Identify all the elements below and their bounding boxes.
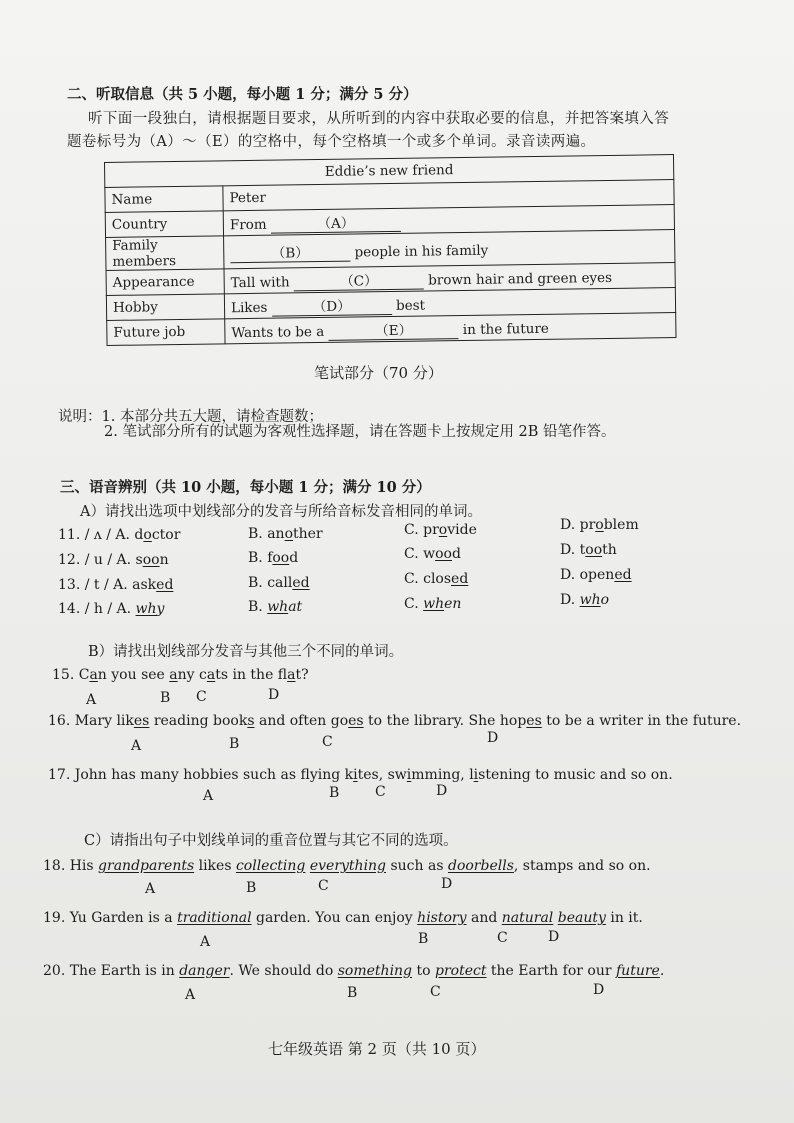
q19-text: garden. You can enjoy	[251, 910, 418, 926]
row-label: Appearance	[106, 269, 224, 296]
q11-a-underlined: o	[143, 527, 152, 543]
q11-c-text: vide	[447, 522, 477, 538]
question-18	[43, 858, 651, 874]
part-c-instruction: C）请指出句子中划线单词的重音位置与其它不同的选项。	[84, 833, 458, 849]
q20-text: .	[659, 963, 665, 979]
q15-label-a: A	[86, 692, 97, 708]
q14-d-underlined: wh	[579, 592, 601, 608]
q18-text: likes	[194, 858, 236, 874]
q19-text: in it.	[605, 910, 643, 926]
q19-underlined: natural	[501, 910, 554, 926]
q18-text: such as	[386, 858, 448, 874]
q20-text: . We should do	[229, 963, 338, 979]
q11-c-underlined: o	[438, 522, 448, 538]
row-label: Name	[105, 186, 223, 213]
q14-c-text: en	[444, 596, 462, 612]
q14-b-text: B.	[248, 599, 268, 615]
q19-text: 19. Yu Garden is a	[43, 910, 178, 926]
q14-option-c	[404, 596, 461, 612]
q14-d-text: o	[600, 592, 610, 608]
row-label: Family members	[106, 236, 224, 271]
q15-label-c: C	[196, 689, 207, 705]
row-suffix: best	[395, 297, 426, 314]
q14-c-underlined: wh	[423, 596, 445, 612]
q12-option-b	[248, 550, 298, 566]
section3-title: 三、语音辨别（共 10 小题，每小题 1 分；满分 10 分）	[60, 479, 431, 496]
answer-blank-d: （D）	[272, 293, 392, 316]
q15-label-b: B	[160, 690, 171, 706]
answer-blank-b: （B）	[230, 240, 350, 263]
q13-c-underlined: ed	[451, 571, 469, 587]
q12-b-text: B. f	[248, 550, 273, 566]
row-value: Peter	[223, 180, 674, 211]
question-19	[43, 910, 643, 926]
q20-label-b: B	[347, 985, 358, 1001]
row-prefix: From	[229, 216, 267, 233]
q12-option-d	[560, 542, 617, 558]
q14-a-underlined: wh	[135, 601, 157, 617]
q16-text: reading book	[149, 713, 248, 729]
page-footer: 七年级英语 第 2 页（共 10 页）	[268, 1040, 486, 1058]
q18-underlined: grandparents	[98, 858, 195, 874]
q17-underlined: i	[353, 767, 358, 783]
q20-underlined: danger	[179, 963, 230, 979]
q20-underlined: something	[337, 963, 413, 979]
q16-label-b: B	[229, 736, 240, 752]
q12-d-underlined: oo	[585, 542, 603, 558]
row-suffix: brown hair and green eyes	[428, 269, 613, 288]
q17-label-d: D	[436, 783, 448, 799]
q18-text: , stamps and so on.	[513, 858, 651, 874]
q16-label-a: A	[131, 738, 142, 754]
q18-underlined: doorbells	[447, 858, 514, 874]
q20-label-a: A	[185, 987, 196, 1003]
q13-d-underlined: ed	[614, 567, 632, 583]
q20-label-d: D	[593, 982, 605, 998]
q13-option-c	[404, 571, 468, 587]
q20-text: 20. The Earth is in	[43, 963, 180, 979]
question-13	[58, 577, 173, 593]
q15-underlined: a	[206, 667, 216, 683]
section2-title: 二、听取信息（共 5 小题，每小题 1 分；满分 5 分）	[67, 86, 418, 103]
q16-underlined: es	[348, 713, 364, 729]
q14-option-d	[560, 592, 609, 608]
note-line1: 说明：1. 本部分共五大题，请检查题数；	[58, 409, 323, 425]
q15-text: 15. C	[52, 667, 90, 683]
q12-a-underlined: oo	[142, 552, 160, 568]
q12-c-text: C. w	[404, 546, 436, 562]
q15-label-d: D	[268, 687, 280, 703]
part-a-instruction: A）请找出选项中划线部分的发音与所给音标发音相同的单词。	[80, 504, 482, 520]
written-part-title: 笔试部分（70 分）	[314, 364, 443, 382]
q18-underlined: everything	[309, 858, 387, 874]
question-15	[52, 667, 309, 683]
section2-instruction-line1: 听下面一段独白，请根据题目要求，从所听到的内容中获取必要的信息，并把答案填入答	[88, 111, 670, 127]
note-line2: 2. 笔试部分所有的试题为客观性选择题，请在答题卡上按规定用 2B 铅笔作答。	[104, 424, 616, 440]
q13-a-underlined: ed	[156, 577, 174, 593]
q20-text: to	[412, 963, 435, 979]
row-value	[225, 313, 676, 344]
q19-label-c: C	[497, 930, 508, 946]
row-prefix: Wants to be a	[231, 323, 325, 341]
row-label: Future job	[107, 319, 225, 346]
q11-b-underlined: o	[284, 526, 293, 542]
q15-text: ny c	[177, 667, 207, 683]
q11-a-text: d	[134, 527, 144, 543]
q15-underlined: a	[287, 667, 296, 683]
q12-option-c	[404, 546, 461, 562]
row-prefix: Likes	[230, 299, 268, 316]
q13-b-underlined: ed	[292, 575, 310, 591]
q19-underlined: traditional	[177, 910, 252, 926]
q19-label-b: B	[418, 931, 429, 947]
q17-text: tes, sw	[357, 767, 407, 783]
question-11	[58, 527, 180, 543]
q14-b-text: at	[288, 599, 303, 615]
question-20	[43, 963, 664, 979]
question-16	[48, 713, 741, 729]
q18-label-c: C	[318, 878, 329, 894]
q14-option-b	[248, 599, 302, 615]
question-14	[58, 601, 164, 617]
q11-d-underlined: o	[595, 517, 604, 533]
q19-underlined: history	[417, 910, 467, 926]
q15-underlined: a	[89, 667, 98, 683]
row-suffix: people in his family	[354, 242, 489, 261]
part-b-instruction: B）请找出划线部分发音与其他三个不同的单词。	[88, 644, 404, 660]
row-suffix: in the future	[462, 320, 549, 338]
q16-text: and often go	[254, 713, 349, 729]
q20-label-c: C	[430, 984, 441, 1000]
q13-number: 13. / t / A. ask	[58, 577, 157, 593]
q11-b-text: ther	[293, 526, 323, 542]
row-prefix: Tall with	[230, 273, 290, 291]
q11-option-d	[560, 517, 639, 533]
q18-underlined: collecting	[235, 858, 306, 874]
answer-blank-a: （A）	[271, 210, 401, 233]
q18-label-b: B	[246, 880, 257, 896]
q19-text: and	[466, 910, 502, 926]
q11-b-text: B. an	[248, 526, 285, 542]
q16-underlined: s	[247, 713, 255, 729]
q12-d-text: th	[602, 542, 617, 558]
q18-label-d: D	[441, 876, 453, 892]
q17-text: mming, l	[411, 767, 474, 783]
q17-text: 17. John has many hobbies such as flying k	[48, 767, 354, 783]
q16-text: to be a writer in the future.	[541, 713, 742, 729]
q12-number: 12. / u / A. s	[58, 552, 143, 568]
q18-text: 18. His	[43, 858, 99, 874]
answer-blank-e: （E）	[328, 318, 458, 341]
q19-label-a: A	[200, 934, 211, 950]
row-label: Hobby	[106, 294, 224, 321]
answer-blank-c: （C）	[294, 268, 424, 291]
info-table	[104, 154, 677, 346]
q20-underlined: future	[616, 963, 660, 979]
q11-a-text: ctor	[151, 527, 181, 543]
table-title: Eddie’s new friend	[105, 155, 674, 188]
q17-label-b: B	[329, 785, 340, 801]
q16-underlined: es	[133, 713, 150, 729]
q11-option-b	[248, 526, 323, 542]
q18-label-a: A	[145, 881, 156, 897]
q14-number: 14. / h / A.	[58, 601, 136, 617]
q16-text: 16. Mary lik	[48, 713, 134, 729]
q17-underlined: i	[473, 767, 479, 783]
q16-underlined: es	[526, 713, 542, 729]
question-12	[58, 552, 169, 568]
q14-c-text: C.	[404, 596, 424, 612]
q14-b-underlined: wh	[267, 599, 289, 615]
q12-c-text: d	[451, 546, 461, 562]
q17-label-a: A	[203, 788, 214, 804]
q13-option-b	[248, 575, 310, 591]
q12-c-underlined: oo	[435, 546, 452, 562]
q12-d-text: D. t	[560, 542, 586, 558]
q13-d-text: D. open	[560, 567, 615, 583]
row-label: Country	[105, 211, 223, 238]
q11-d-text: D. pr	[560, 517, 596, 533]
q16-label-c: C	[322, 734, 333, 750]
q17-text: stening to music and so on.	[478, 767, 673, 783]
q11-d-text: blem	[603, 517, 639, 533]
q14-d-text: D.	[560, 592, 580, 608]
section2-instruction-line2: 题卷标号为（A）～（E）的空格中，每个空格填一个或多个单词。录音读两遍。	[67, 134, 596, 150]
q20-text: the Earth for our	[486, 963, 616, 979]
q15-text: t?	[295, 667, 309, 683]
q14-a-text: y	[156, 601, 165, 617]
q16-text: to the library. She hop	[363, 713, 527, 729]
q16-label-d: D	[487, 730, 499, 746]
q13-c-text: C. clos	[404, 571, 452, 587]
q11-number: 11. / ʌ / A.	[58, 527, 130, 543]
q12-b-text: d	[289, 550, 299, 566]
q20-underlined: protect	[435, 963, 487, 979]
q15-text: n you see	[97, 667, 170, 683]
q15-text: ts in the fl	[215, 667, 288, 683]
q19-underlined: beauty	[557, 910, 606, 926]
question-17	[48, 767, 673, 783]
q11-option-c	[404, 522, 477, 538]
q17-underlined: i	[406, 767, 412, 783]
q19-label-d: D	[548, 929, 560, 945]
q12-b-underlined: oo	[272, 550, 290, 566]
q11-c-text: C. pr	[404, 522, 439, 538]
q15-underlined: a	[169, 667, 178, 683]
q13-option-d	[560, 567, 632, 583]
q13-b-text: B. call	[248, 575, 293, 591]
q17-label-c: C	[375, 784, 386, 800]
q12-a-text: n	[159, 552, 169, 568]
